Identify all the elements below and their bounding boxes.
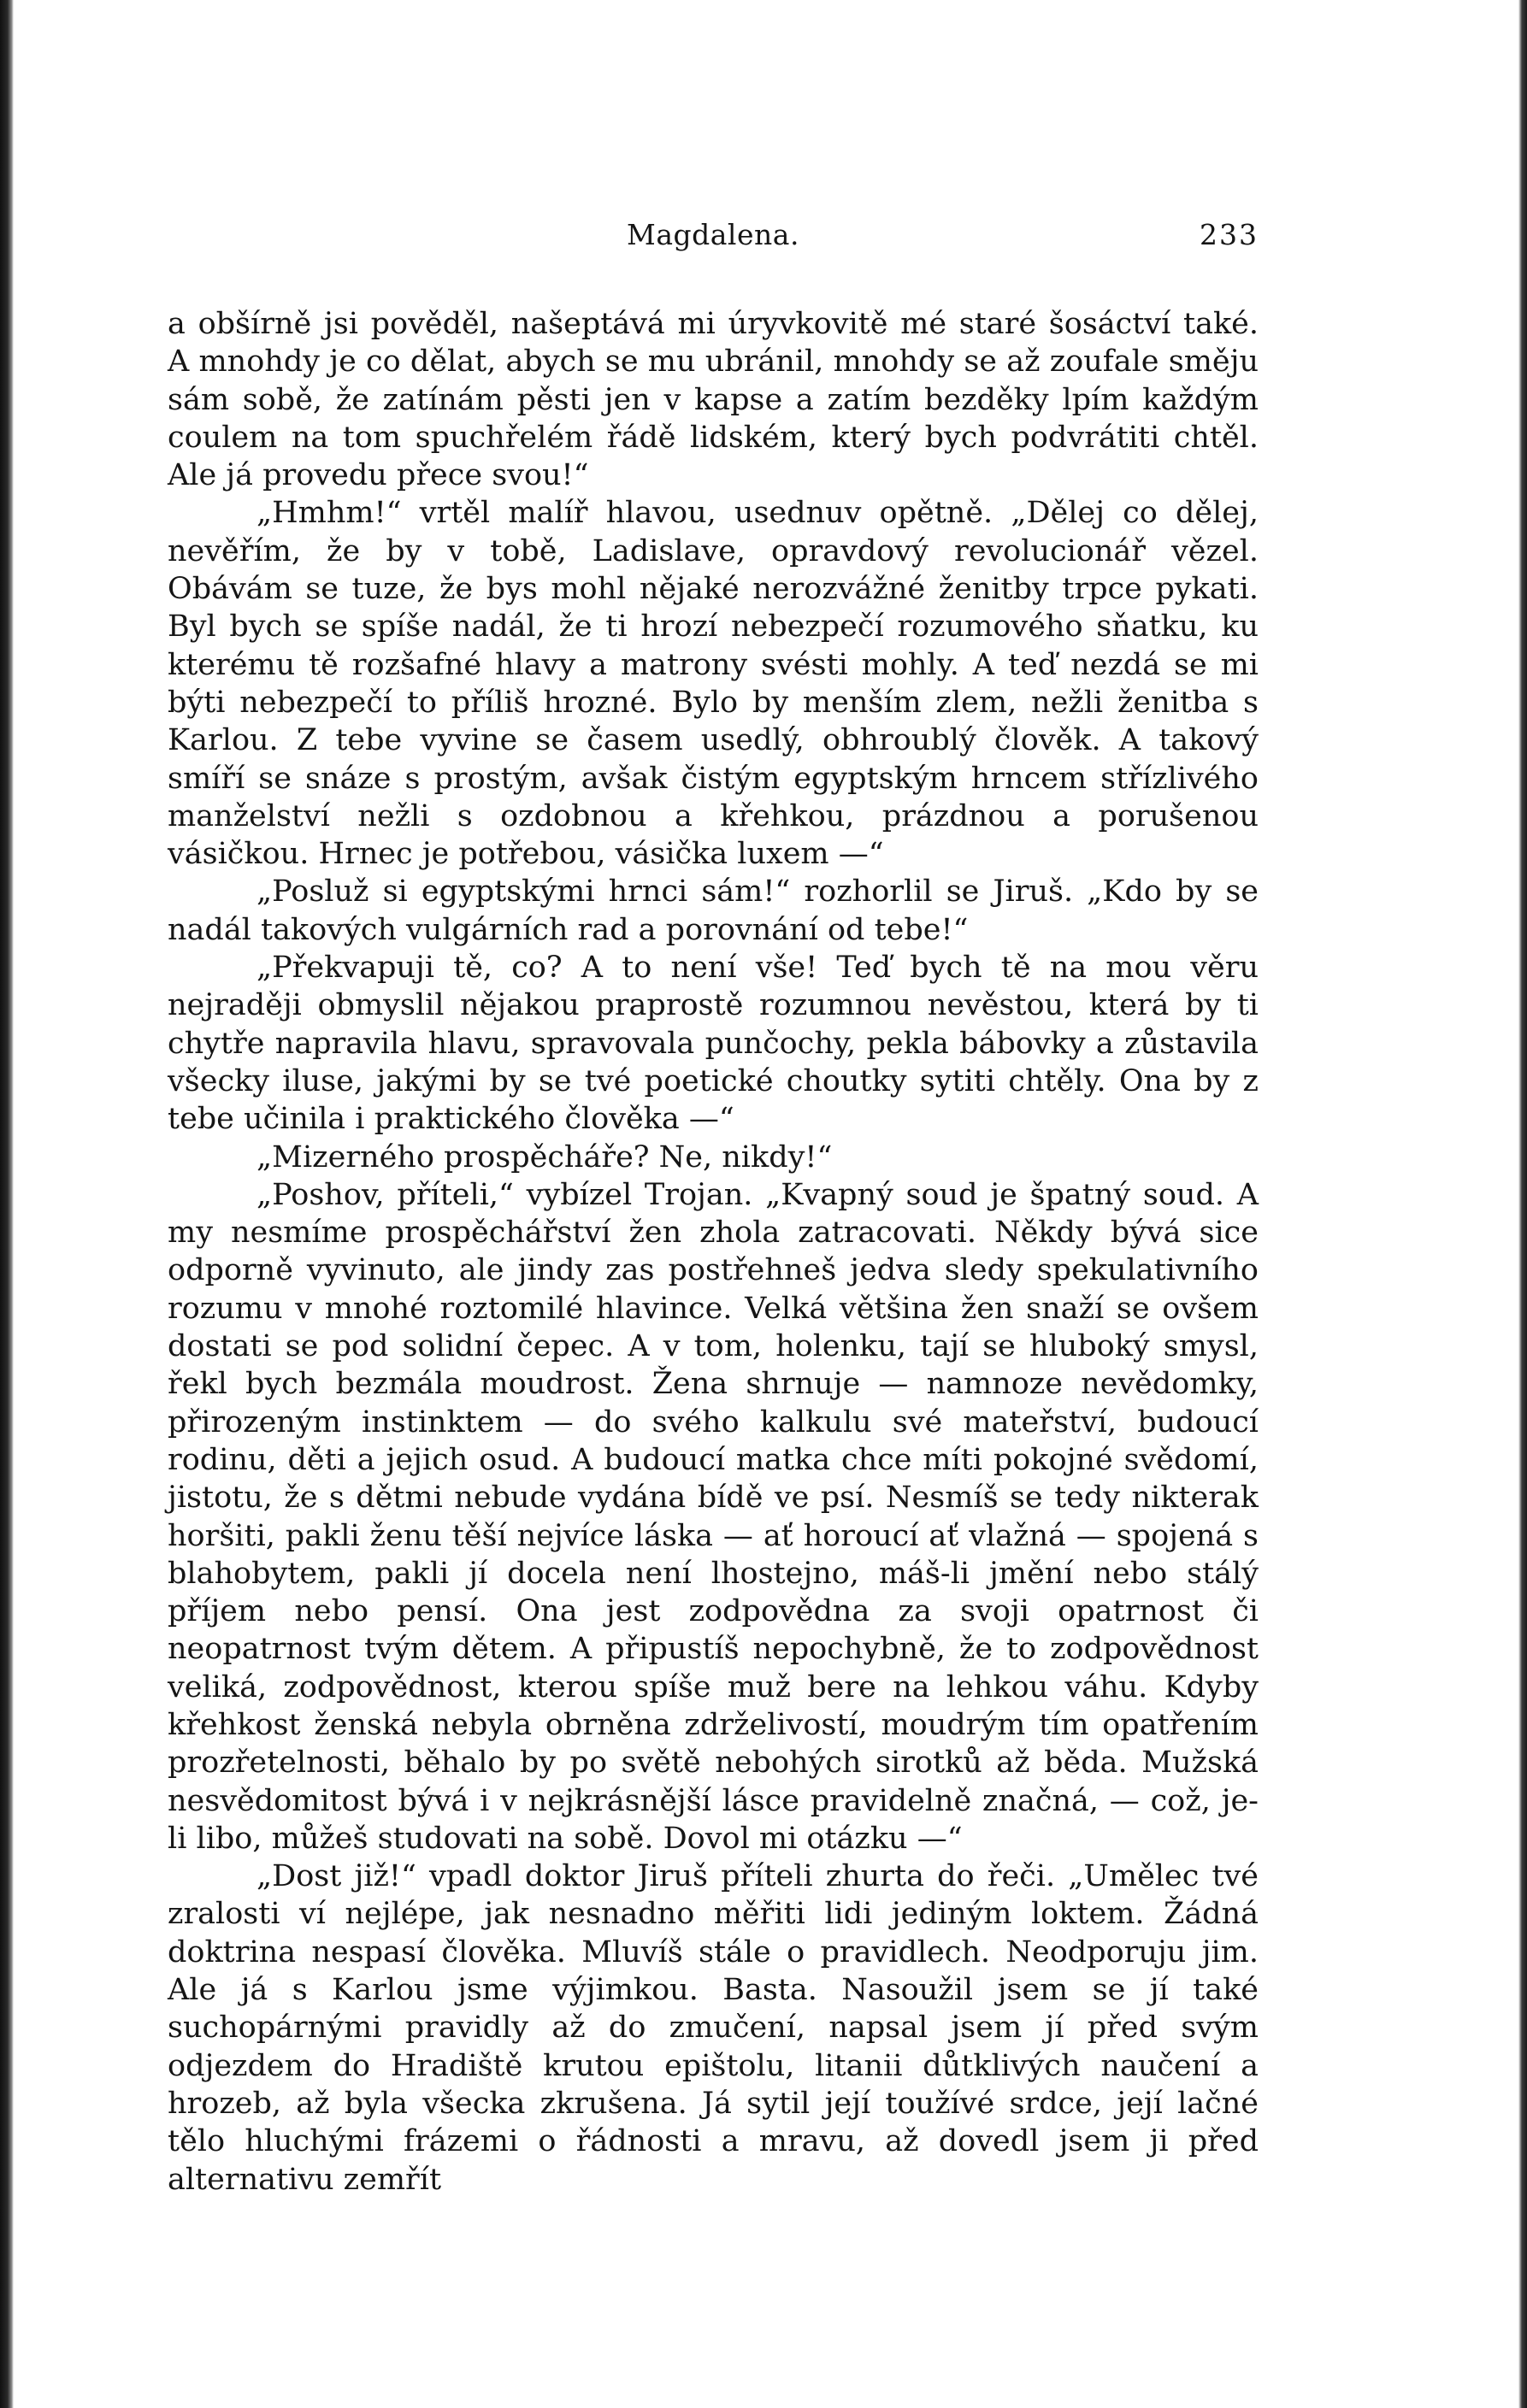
paragraph: „Dost již!“ vpadl doktor Jiruš příteli zhurta do řeči. „Umělec tvé zralosti ví nejlépe, jak nesnadno měřiti lidi jediným loktem. Žádná doktrina nespasí člověka. Mluvíš stále o pravidlech. Neodporuju jim. Ale já s Karlou jsme výjimkou. Basta. Nasoužil jsem se jí také suchopárnými pravidly až do zmučení, napsal jsem jí před svým odjezdem do Hradiště krutou epištolu, litanii důtklivých naučení a hrozeb, až byla všecka zkrušena. Já sytil její toužívé srdce, její lačné tělo hluchými frázemi o řádnosti a mravu, až dovedl jsem ji před alternativu zemřít [168, 1859, 1259, 2197]
paragraph: „Poshov, příteli,“ vybízel Trojan. „Kvapný soud je špatný soud. A my nesmíme prospěchářství žen zhola zatracovati. Někdy bývá sice odporně vyvinuto, ale jindy zas postřehneš jedva sledy spekulativního rozumu v mnohé roztomilé hlavince. Velká většina žen snaží se ovšem dostati se pod solidní čepec. A v tom, holenku, tají se hluboký smysl, řekl bych bezmála moudrost. Žena shrnuje — namnoze nevědomky, přirozeným instinktem — do svého kalkulu své mateřství, budoucí rodinu, děti a jejich osud. A budoucí matka chce míti pokojné svědomí, jistotu, že s dětmi nebude vydána bídě ve psí. Nesmíš se tedy nikterak horšiti, pakli ženu těší nejvíce láska — ať horoucí ať vlažná — spojená s blahobytem, pakli jí docela není lhostejno, máš-li jmění nebo stálý příjem nebo pensí. Ona jest zodpovědna za svoji opatrnost či neopatrnost tvým dětem. A připustíš nepochybně, že to zodpovědnost veliká, zodpovědnost, kterou spíše muž bere na lehkou váhu. Kdyby křehkost ženská nebyla obrněna zdrželivostí, moudrým tím opatřením prozřetelnosti, běhalo by po světě nebohých sirotků až běda. Mužská nesvědomitost bývá i v nejkrásnější lásce pravidelně značná, — což, je-li libo, můžeš studovati na sobě. Dovol mi otázku —“ [168, 1177, 1259, 1856]
running-title: Magdalena. [627, 218, 799, 251]
scan-left-edge [0, 0, 14, 2408]
scan-right-edge [1518, 0, 1527, 2408]
paragraph: „Překvapuji tě, co? A to není vše! Teď bych tě na mou věru nejraději obmyslil nějakou praprostě rozumnou nevěstou, která by ti chytře napravila hlavu, spravovala punčochy, pekla bábovky a zůstavila všecky iluse, jakými by se tvé poetické choutky sytiti chtěly. Ona by z tebe učinila i praktického člověka —“ [168, 951, 1259, 1137]
paragraph: „Hmhm!“ vrtěl malíř hlavou, usednuv opětně. „Dělej co dělej, nevěřím, že by v tobě, Ladislave, opravdový revolucionář vězel. Obávám se tuze, že bys mohl nějaké nerozvážné ženitby trpce pykati. Byl bych se spíše nadál, že ti hrozí nebezpečí rozumového sňatku, ku kterému tě rozšafné hlavy a matrony svésti mohly. A teď nezdá se mi býti nebezpečí to příliš hrozné. Bylo by menším zlem, nežli ženitba s Karlou. Z tebe vyvine se časem usedlý, obhroublý člověk. A takový smíří se snáze s prostým, avšak čistým egyptským hrncem střízlivého manželství nežli s ozdobnou a křehkou, prázdnou a porušenou vásičkou. Hrnec je potřebou, vásička luxem —“ [168, 496, 1259, 872]
paragraph: „Mizerného prospěcháře? Ne, nikdy!“ [256, 1139, 833, 1175]
page-header [168, 218, 1259, 261]
paragraph: „Posluž si egyptskými hrnci sám!“ rozhorlil se Jiruš. „Kdo by se nadál takových vulgárních rad a porovnání od tebe!“ [168, 874, 1259, 947]
book-page [168, 218, 1259, 2199]
page-number: 233 [1200, 218, 1259, 251]
body-text [168, 305, 1259, 2199]
paragraph-continuation: a obšírně jsi pověděl, našeptává mi úryvkovitě mé staré šosáctví také. A mnohdy je co dělat, abych se mu ubránil, mnohdy se až zoufale směju sám sobě, že zatínám pěsti jen v kapse a zatím bezděky lpím každým coulem na tom spuchřelém řádě lidském, který bych podvrátiti chtěl. Ale já provedu přece svou!“ [168, 307, 1259, 493]
